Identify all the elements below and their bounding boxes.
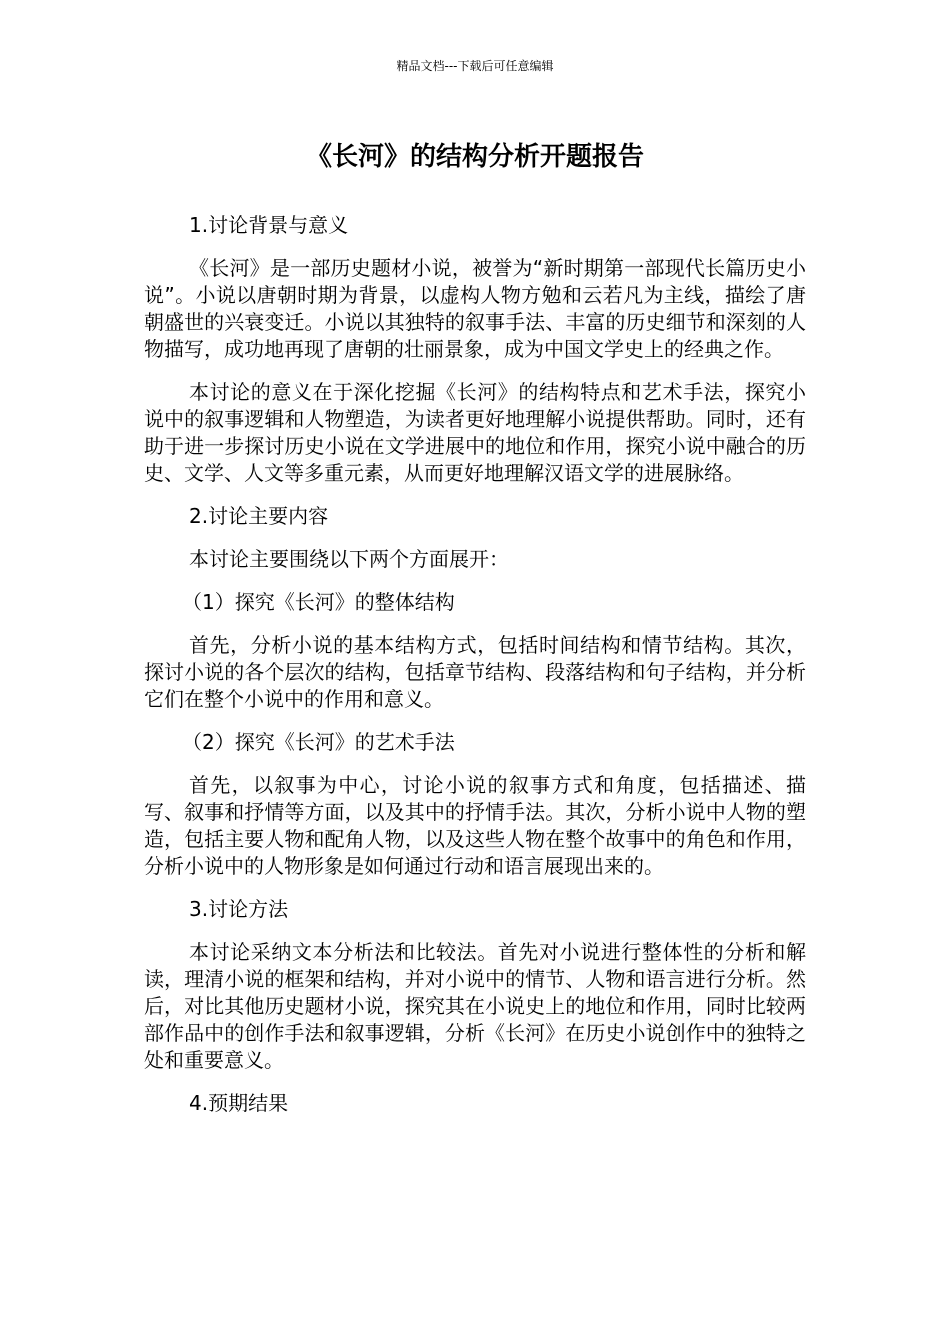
- page-header: 精品文档---下载后可任意编辑: [396, 59, 554, 73]
- paragraph-background-1: 《长河》是一部历史题材小说，被誉为“新时期第一部现代长篇历史小说”。小说以唐朝时期为背景，以虚构人物方勉和云若凡为主线，描绘了唐朝盛世的兴衰变迁。小说以其独特的叙事手法、丰富的历史细节和深刻的人物描写，成功地再现了唐朝的壮丽景象，成为中国文学史上的经典之作。: [144, 256, 806, 361]
- document-body: [144, 212, 806, 1133]
- section-heading-method: 3.讨论方法: [189, 897, 289, 921]
- section-heading-results: 4.预期结果: [189, 1091, 289, 1115]
- section-heading-background: 1.讨论背景与意义: [189, 213, 349, 237]
- section-heading-content: 2.讨论主要内容: [189, 504, 329, 528]
- subheading-art: （2）探究《长河》的艺术手法: [182, 730, 455, 754]
- document-title: 《长河》的结构分析开题报告: [305, 142, 644, 172]
- paragraph-art: 首先，以叙事为中心，讨论小说的叙事方式和角度，包括描述、描写、叙事和抒情等方面，以及其中的抒情手法。其次，分析小说中人物的塑造，包括主要人物和配角人物，以及这些人物在整个故事中的角色和作用，分析小说中的人物形象是如何通过行动和语言展现出来的。: [144, 773, 806, 878]
- subheading-structure: （1）探究《长河》的整体结构: [182, 590, 455, 614]
- paragraph-structure: 首先，分析小说的基本结构方式，包括时间结构和情节结构。其次，探讨小说的各个层次的结构，包括章节结构、段落结构和句子结构，并分析它们在整个小说中的作用和意义。: [144, 633, 806, 711]
- paragraph-content-intro: 本讨论主要围绕以下两个方面展开：: [189, 547, 509, 571]
- paragraph-background-2: 本讨论的意义在于深化挖掘《长河》的结构特点和艺术手法，探究小说中的叙事逻辑和人物塑造，为读者更好地理解小说提供帮助。同时，还有助于进一步探讨历史小说在文学进展中的地位和作用，探究小说中融合的历史、文学、人文等多重元素，从而更好地理解汉语文学的进展脉络。: [144, 380, 806, 485]
- paragraph-method: 本讨论采纳文本分析法和比较法。首先对小说进行整体性的分析和解读，理清小说的框架和结构，并对小说中的情节、人物和语言进行分析。然后，对比其他历史题材小说，探究其在小说史上的地位和作用，同时比较两部作品中的创作手法和叙事逻辑，分析《长河》在历史小说创作中的独特之处和重要意义。: [144, 940, 806, 1072]
